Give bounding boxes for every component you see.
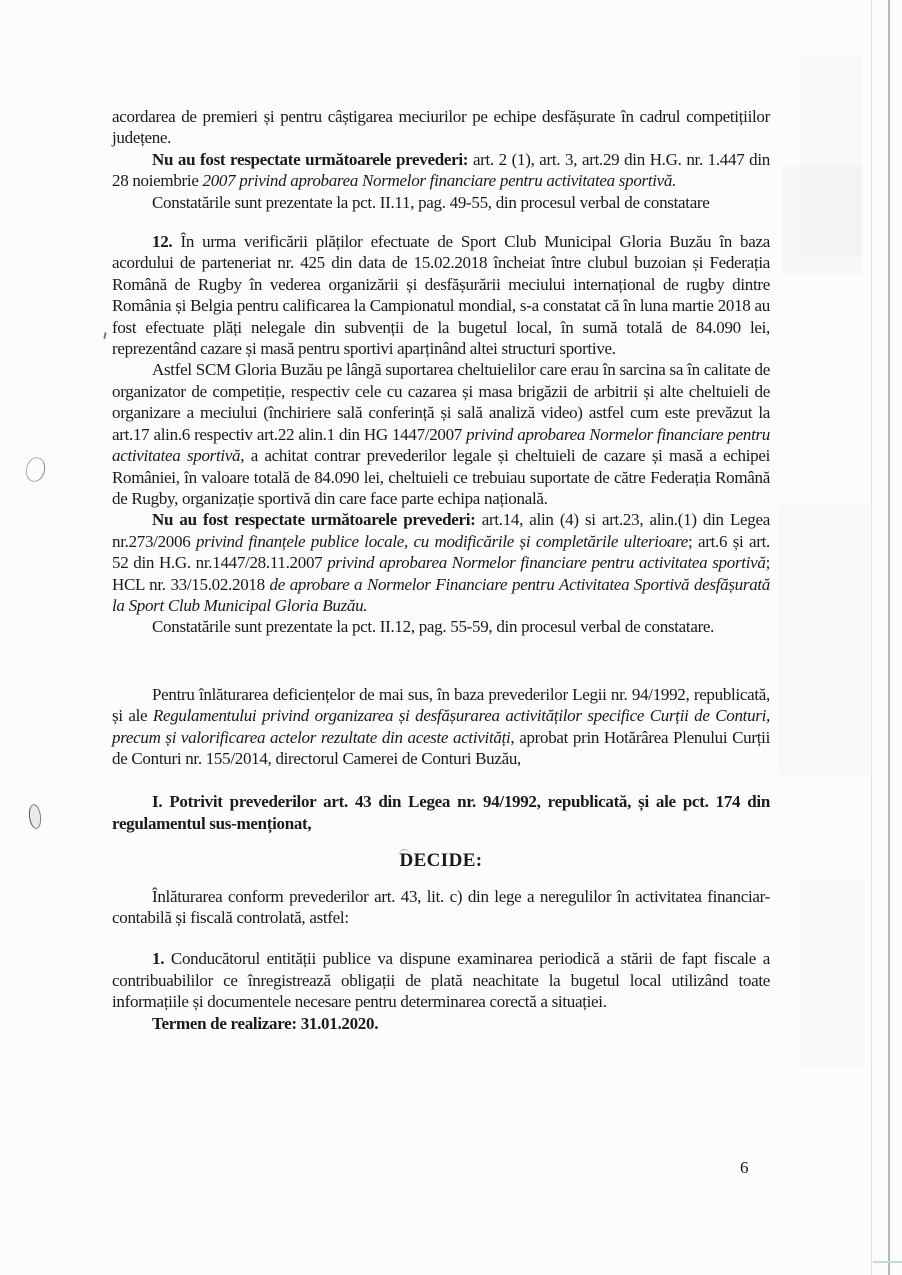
text-run: de aprobare a Normelor Financiare pentru Activitatea Sportivă desfășurată la Sport Club Municipal Gloria Buzău. [112, 574, 771, 615]
hole-punch-mark-bottom [28, 803, 43, 829]
text-run: În urma verificării plăților efectuate de Sport Club Municipal Gloria Buzău în baza acordului de parteneriat nr. 425 din data de 15.02.2018 încheiat între clubul buzoian și Federația Română de Rugby în vederea organizării și desfășurării meciului internațional de rugby dintre România și Belgia pentru calificarea la Campionatul mondial, s-a constatat că în luna martie 2018 au fost efectuate plăți nelegale din subvenții de la bugetul local, în sumă totală de 84.090 lei, reprezentând cazare și masă pentru sportivi aparținând altei structuri sportive. [112, 232, 770, 359]
text-run: Conducătorul entității publice va dispune examinarea periodică a stării de fapt fiscale a contribuabililor ce înregistrează obligații de plată neachitate la bugetul local utilizând toate informațiile și documentele necesare pentru determinarea corectă a situației. [112, 949, 770, 1012]
hole-punch-mark-top [23, 455, 47, 484]
text-run: Nu au fost respectate următoarele prevederi: [152, 149, 469, 169]
para-inlaturarea [112, 886, 770, 929]
text-run: privind finanțele publice locale, cu modificările și completările ulterioare [195, 531, 689, 551]
para-constatari-pct-12 [112, 616, 770, 637]
text-run: Regulamentului privind organizarea și desfășurarea activităților specifice Curții de Conturi, precum și valorificarea actelor rezultate din aceste activități [112, 706, 770, 747]
document-body [112, 106, 770, 1034]
text-run: Constatările sunt prezentate la pct. II.12, pag. 55-59, din procesul verbal de constatare. [152, 617, 715, 637]
para-finding-12 [112, 231, 770, 359]
scan-smudge [795, 880, 865, 1070]
text-run: , aprobat prin Hotărârea Plenului Curții de Conturi nr. 155/2014, directorul Camerei de Conturi Buzău, [112, 727, 770, 768]
text-run: , a achitat contrar prevederilor legale și cheltuieli de cazare și masă a echipei României, în valoare totală de 84.090 lei, cheltuieli ce trebuiau suportate de către Federația Română de Rugby, organizație sportivă din care face parte echipa națională. [112, 446, 770, 508]
text-run: Constatările sunt prezentate la pct. II.11, pag. 49-55, din procesul verbal de constatare [152, 192, 710, 212]
text-run: Nu au fost respectate următoarele prevederi: [152, 510, 476, 530]
para-prevederi-pct-12 [112, 509, 770, 616]
text-run: privind aprobarea Normelor financiare pentru activitatea sportivă [112, 424, 771, 466]
para-astfel [112, 359, 770, 509]
para-potrivit [112, 791, 770, 834]
page-number: 6 [740, 1158, 749, 1177]
para-prevederi-pct-11 [112, 149, 770, 192]
para-masura-1 [112, 948, 770, 1012]
para-continuation [112, 106, 770, 149]
text-run: 12. [152, 232, 173, 252]
text-run: Astfel SCM Gloria Buzău pe lângă suportarea cheltuielilor care erau în sarcina sa în calitate de organizator de competiție, respectiv cele cu cazarea și masa brigăzii de arbitrii și alte cheltuieli de organizare a meciului (închiriere sală conferință și sală analiză video) astfel cum este prevăzut la art.17 alin.6 respectiv art.22 alin.1 din HG 1447/2007 [112, 360, 770, 444]
text-run: art.14, alin (4) si art.23, alin.(1) din Legea nr.273/2006 [112, 510, 770, 551]
text-run: 2007 privind aprobarea Normelor financiare pentru activitatea sportivă. [202, 171, 677, 191]
text-run: 1. [152, 949, 165, 969]
text-run: Termen de realizare: 31.01.2020. [152, 1013, 379, 1033]
text-run: Pentru înlăturarea deficiențelor de mai sus, în baza prevederilor Legii nr. 94/1992, republicată, și ale [112, 684, 770, 726]
scan-smudge [778, 505, 870, 775]
para-constatari-pct-11 [112, 192, 770, 213]
para-termen [112, 1013, 770, 1034]
para-pentru-inlaturarea [112, 684, 770, 770]
text-run: Înlăturarea conform prevederilor art. 43, lit. c) din lege a neregulilor în activitatea financiar-contabilă și fiscală controlată, astfel: [112, 886, 770, 927]
text-run: I. Potrivit prevederilor art. 43 din Legea nr. 94/1992, republicată, și ale pct. 174 din regulamentul sus-menționat, [112, 792, 770, 833]
text-run: ; art.6 și art. 52 din H.G. nr.1447/28.11.2007 [112, 531, 770, 573]
text-run: ; HCL nr. 33/15.02.2018 [112, 553, 771, 594]
scan-smudge [782, 165, 862, 275]
text-run: acordarea de premieri și pentru câștigarea meciurilor pe echipe desfășurate în cadrul competițiilor județene. [112, 107, 770, 148]
scan-edge-line-dark [888, 0, 890, 1275]
decide-heading: DECIDE: [399, 850, 483, 872]
pen-mark [103, 332, 106, 339]
text-run: art. 2 (1), art. 3, art.29 din H.G. nr. 1.447 din 28 noiembrie [112, 149, 770, 191]
scanner-color-tick [873, 1261, 902, 1263]
text-run: privind aprobarea Normelor financiare pentru activitatea sportivă [327, 553, 766, 573]
scan-edge-line-light [871, 0, 872, 1275]
